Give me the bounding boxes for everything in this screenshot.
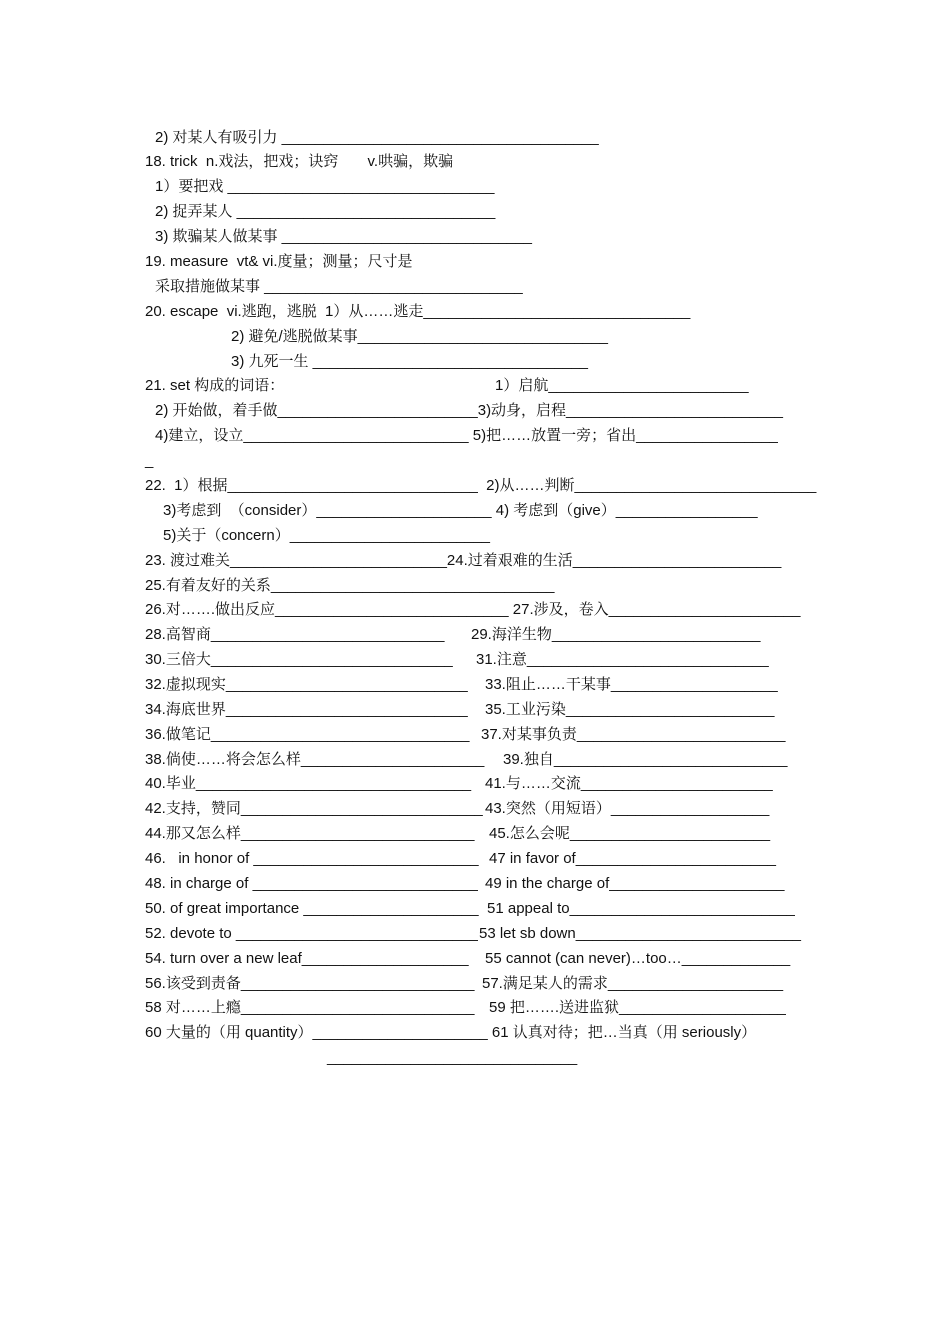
doc-line: 28.高智商____________________________ [145, 626, 445, 643]
doc-line: 47 in favor of________________________ [489, 850, 776, 867]
doc-line: 52. devote to _____________________________ [145, 925, 478, 942]
doc-line: 4)建立，设立___________________________ 5)把……放置一旁；省出_________________ [155, 427, 778, 444]
doc-line: 55 cannot (can never)…too…_____________ [485, 950, 791, 967]
doc-line: 22. 1）根据______________________________ 2)从……判断_____________________________ [145, 477, 817, 494]
doc-line: 31.注意_____________________________ [476, 651, 769, 668]
doc-line: 3)考虑到 （consider）_____________________ 4) 考虑到（give）_________________ [163, 502, 758, 519]
doc-line: 39.独自____________________________ [503, 751, 788, 768]
doc-line: 57.满足某人的需求_____________________ [482, 975, 784, 992]
doc-line: 41.与……交流_______________________ [485, 775, 773, 792]
doc-line: _ [145, 452, 154, 469]
doc-line: 30.三倍大_____________________________ [145, 651, 453, 668]
doc-line: 2) 开始做，着手做________________________3)动身，启程__________________________ [155, 402, 783, 419]
doc-line: 46. in honor of ___________________________ [145, 850, 479, 867]
doc-line: 44.那又怎么样____________________________ [145, 825, 475, 842]
doc-line: 58 对……上瘾____________________________ [145, 999, 475, 1016]
doc-line: 54. turn over a new leaf____________________ [145, 950, 469, 967]
doc-line: 43.突然（用短语）___________________ [485, 800, 770, 817]
doc-line: 33.阻止……干某事____________________ [485, 676, 778, 693]
doc-line: 34.海底世界_____________________________ [145, 701, 468, 718]
doc-line: 3) 欺骗某人做某事 ______________________________ [155, 228, 532, 245]
doc-line: ______________________________ [327, 1049, 578, 1066]
doc-line: 37.对某事负责_________________________ [481, 726, 786, 743]
doc-line: 采取措施做某事 _______________________________ [155, 278, 523, 295]
doc-line: 5)关于（concern）________________________ [163, 527, 490, 544]
doc-line: 2) 对某人有吸引力 ______________________________________ [155, 129, 599, 146]
doc-line: 3) 九死一生 _________________________________ [231, 353, 588, 370]
doc-line: 19. measure vt& vi.度量；测量；尺寸是 [145, 253, 413, 270]
doc-line: 48. in charge of ___________________________ [145, 875, 478, 892]
doc-line: 49 in the charge of_____________________ [485, 875, 785, 892]
doc-line: 23. 渡过难关__________________________24.过着艰难的生活_________________________ [145, 552, 782, 569]
doc-line: 2) 避免/逃脱做某事______________________________ [231, 328, 608, 345]
doc-line: 20. escape vi.逃跑，逃脱 1）从……逃走________________________________ [145, 303, 691, 320]
doc-line: 25.有着友好的关系__________________________________ [145, 577, 555, 594]
doc-line: 29.海洋生物_________________________ [471, 626, 761, 643]
doc-line: 21. set 构成的词语： [145, 377, 285, 394]
doc-line: 60 大量的（用 quantity）_____________________ 61 认真对待；把…当真（用 seriously） [145, 1024, 757, 1041]
doc-line: 1）启航________________________ [495, 377, 749, 394]
doc-line: 36.做笔记_______________________________ [145, 726, 470, 743]
doc-line: 42.支持，赞同_____________________________ [145, 800, 483, 817]
doc-line: 18. trick n.戏法，把戏；诀窍 v.哄骗，欺骗 [145, 153, 454, 170]
doc-line: 53 let sb down___________________________ [479, 925, 801, 942]
doc-line: 32.虚拟现实_____________________________ [145, 676, 468, 693]
doc-line: 26.对…….做出反应____________________________ 27.涉及，卷入_______________________ [145, 601, 801, 618]
doc-line: 35.工业污染_________________________ [485, 701, 775, 718]
doc-line: 51 appeal to___________________________ [487, 900, 795, 917]
doc-line: 1）要把戏 ________________________________ [155, 178, 495, 195]
doc-line: 45.怎么会呢________________________ [489, 825, 771, 842]
doc-line: 59 把…….送进监狱____________________ [489, 999, 786, 1016]
doc-line: 50. of great importance _____________________ [145, 900, 479, 917]
doc-line: 56.该受到责备____________________________ [145, 975, 475, 992]
doc-line: 40.毕业_________________________________ [145, 775, 472, 792]
doc-line: 2) 捉弄某人 _______________________________ [155, 203, 496, 220]
doc-line: 38.倘使……将会怎么样______________________ [145, 751, 485, 768]
